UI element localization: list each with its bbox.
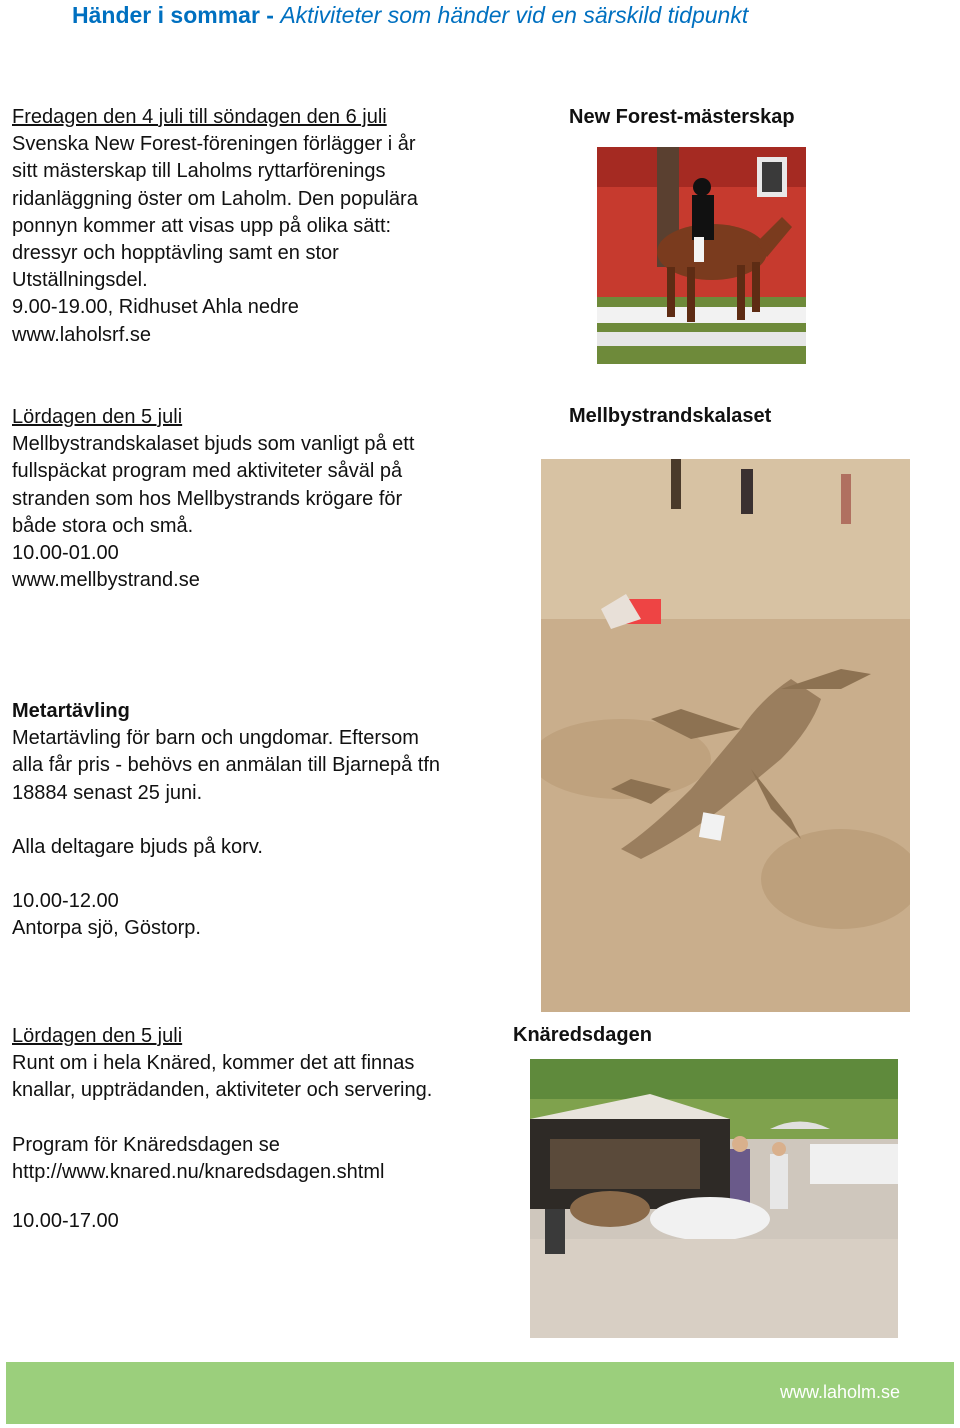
event-link[interactable]: www.mellbystrand.se: [12, 569, 200, 592]
photo-title-mellbystrand: Mellbystrandskalaset: [569, 405, 772, 427]
event-text-line: fullspäckat program med aktiviteter såväl på: [12, 460, 403, 483]
event-text-line: knallar, uppträdanden, aktiviteter och servering.: [12, 1079, 433, 1102]
event-text-line: sitt mästerskap till Laholms ryttarförenings: [12, 160, 386, 183]
event-program: Program för Knäredsdagen se: [12, 1133, 280, 1156]
event-text-line: Mellbystrandskalaset bjuds som vanligt på ett: [12, 433, 415, 456]
event-text-line: ridanläggning öster om Laholm. Den populära: [12, 187, 418, 210]
event-time: 10.00-12.00: [12, 890, 119, 913]
event-time: 9.00-19.00, Ridhuset Ahla nedre: [12, 296, 299, 319]
header-title-bold: Händer i sommar -: [72, 2, 274, 28]
event-knaredsdagen: [12, 1023, 432, 1235]
event-text-line: dressyr och hopptävling samt en stor: [12, 242, 339, 265]
event-text-line: Runt om i hela Knäred, kommer det att finnas: [12, 1052, 415, 1075]
event-date: Lördagen den 5 juli: [12, 406, 183, 428]
event-location: Antorpa sjö, Göstorp.: [12, 917, 201, 940]
event-metartavling: [12, 698, 440, 942]
event-text-line: ponnyn kommer att visas upp på olika sätt:: [12, 214, 392, 237]
event-time: 10.00-17.00: [12, 1210, 119, 1233]
header-title-italic: Aktiviteter som händer vid en särskild tidpunkt: [280, 2, 749, 28]
event-title: Metartävling: [12, 700, 130, 722]
event-new-forest: [12, 104, 418, 349]
event-text-line: Metartävling för barn och ungdomar. Eftersom: [12, 727, 419, 750]
event-text-line: stranden som hos Mellbystrands krögare för: [12, 487, 403, 510]
event-link[interactable]: http://www.knared.nu/knaredsdagen.shtml: [12, 1160, 385, 1183]
photo-title-knaredsdagen: Knäredsdagen: [513, 1024, 652, 1046]
page-header: [72, 0, 748, 30]
event-text-line: alla får pris - behövs en anmälan till Bjarnepå tfn: [12, 754, 441, 777]
footer-link[interactable]: www.laholm.se: [779, 1382, 900, 1402]
photo-title-new-forest: New Forest-mästerskap: [569, 106, 795, 128]
event-link[interactable]: www.laholsrf.se: [12, 323, 151, 346]
footer-bar: [6, 1362, 954, 1424]
photo-sand-crocodile: [541, 459, 910, 1012]
event-mellbystrand: [12, 404, 414, 594]
event-date: Lördagen den 5 juli: [12, 1025, 183, 1047]
event-text-line: både stora och små.: [12, 514, 194, 537]
photo-horse-rider: [597, 147, 806, 364]
event-text-line: Utställningsdel.: [12, 269, 148, 292]
photo-market-stalls: [530, 1059, 898, 1338]
event-text-line: Svenska New Forest-föreningen förlägger i år: [12, 133, 416, 156]
event-date: Fredagen den 4 juli till söndagen den 6 juli: [12, 106, 387, 128]
event-time: 10.00-01.00: [12, 542, 119, 565]
event-extra: Alla deltagare bjuds på korv.: [12, 835, 263, 858]
event-text-line: 18884 senast 25 juni.: [12, 781, 203, 804]
